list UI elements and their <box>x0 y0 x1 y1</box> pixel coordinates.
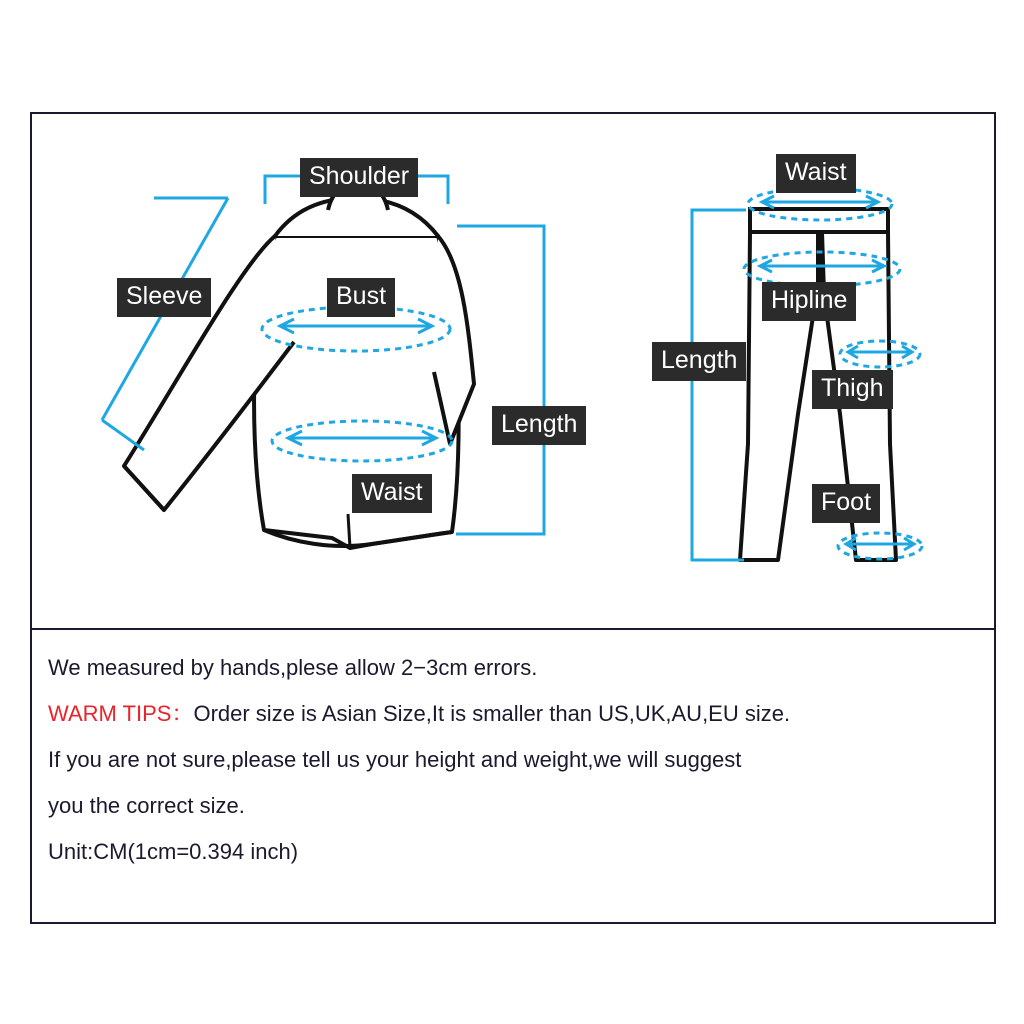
label-trouser-length: Length <box>652 342 746 381</box>
notes-block <box>48 645 988 875</box>
note-line-measure: We measured by hands,plese allow 2−3cm errors. <box>48 655 538 680</box>
label-trouser-waist: Waist <box>776 154 856 193</box>
label-top-waist: Waist <box>352 474 432 513</box>
diagram-area <box>32 114 994 628</box>
label-bust: Bust <box>327 278 395 317</box>
label-thigh: Thigh <box>812 370 893 409</box>
label-shoulder: Shoulder <box>300 158 418 197</box>
warm-tips-label: WARM TIPS： <box>48 701 194 726</box>
label-sleeve: Sleeve <box>117 278 211 317</box>
label-foot: Foot <box>812 484 880 523</box>
note-line-unit: Unit:CM(1cm=0.394 inch) <box>48 839 299 864</box>
note-line-unsure: If you are not sure,please tell us your height and weight,we will suggest <box>48 747 742 772</box>
label-hipline: Hipline <box>762 282 856 321</box>
note-line-warm-tips <box>48 691 988 737</box>
label-top-length: Length <box>492 406 586 445</box>
frame-divider <box>30 628 996 630</box>
note-line-correct-size: you the correct size. <box>48 793 245 818</box>
warm-tips-text: Order size is Asian Size,It is smaller than US,UK,AU,EU size. <box>193 701 791 726</box>
trouser-length-measure-line <box>692 210 746 560</box>
